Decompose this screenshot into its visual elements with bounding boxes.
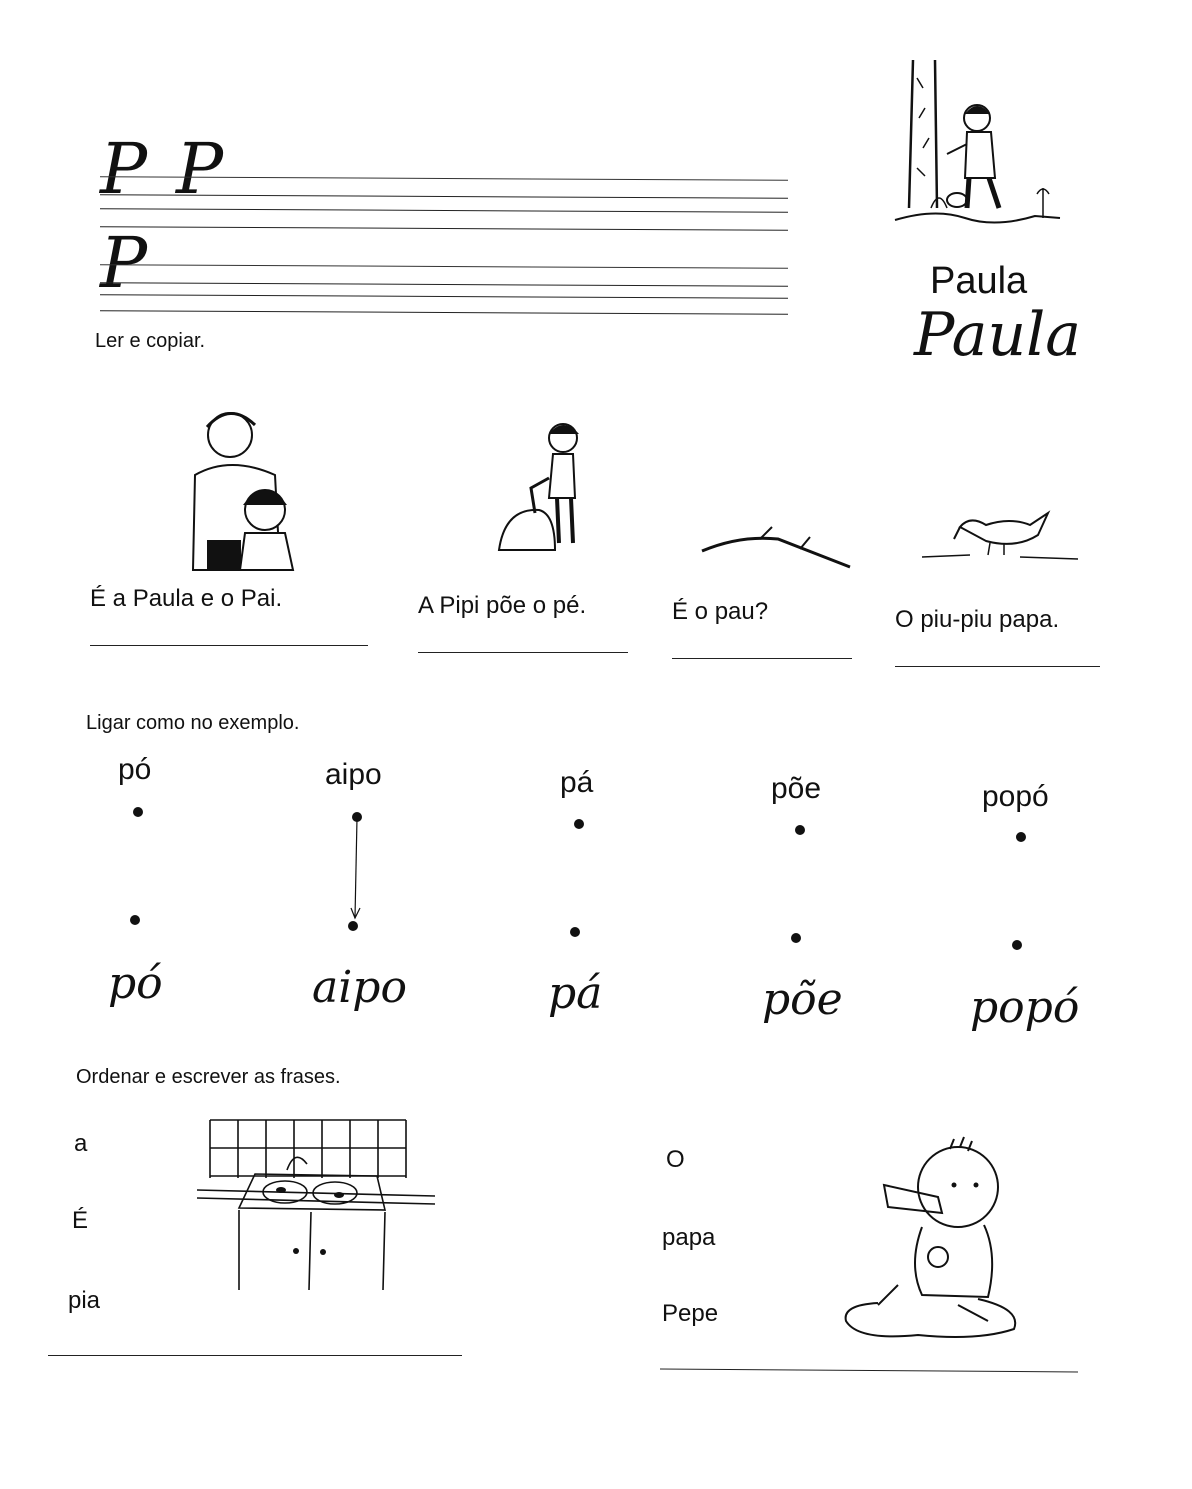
- scrambled-word-right-3: Pepe: [662, 1300, 719, 1327]
- girl-on-rock-illustration: [495, 418, 595, 553]
- match-word-print: popó: [982, 780, 1049, 813]
- baby-drinking-bottle-illustration: [838, 1135, 1023, 1350]
- match-word-cursive: popó: [970, 982, 1080, 1033]
- answer-line: [660, 1369, 1078, 1373]
- writing-line: [100, 264, 788, 269]
- cursive-letter-2: P: [176, 128, 224, 210]
- bird-pecking-illustration: [920, 505, 1080, 570]
- match-word-cursive: pá: [548, 968, 603, 1019]
- match-dot-top[interactable]: [133, 807, 143, 817]
- match-dot-bottom[interactable]: [1012, 940, 1022, 950]
- scrambled-word-left-2: É: [72, 1207, 89, 1234]
- scrambled-word-right-2: papa: [662, 1224, 716, 1251]
- writing-line: [100, 226, 788, 231]
- match-word-cursive: pó: [108, 958, 163, 1009]
- kitchen-sink-illustration: [195, 1118, 440, 1293]
- reading-sentence-4: O piu-piu papa.: [895, 606, 1060, 633]
- answer-line: [895, 666, 1100, 667]
- match-dot-top[interactable]: [574, 819, 584, 829]
- match-word-print: aipo: [325, 758, 382, 791]
- match-word-print: pá: [560, 766, 594, 799]
- father-and-daughter-illustration: [185, 405, 310, 570]
- reading-sentence-2: A Pipi põe o pé.: [418, 592, 587, 619]
- reading-sentence-1: É a Paula e o Pai.: [90, 585, 283, 612]
- instruction-ordering: Ordenar e escrever as frases.: [76, 1066, 341, 1088]
- match-word-print: põe: [771, 772, 822, 805]
- name-print: Paula: [930, 260, 1028, 302]
- girl-watering-tree-illustration: [895, 58, 1065, 228]
- instruction-matching: Ligar como no exemplo.: [86, 712, 300, 734]
- match-dot-bottom[interactable]: [348, 921, 358, 931]
- match-dot-top[interactable]: [1016, 832, 1026, 842]
- cursive-letter-3: P: [100, 222, 148, 304]
- answer-line: [418, 652, 628, 653]
- cursive-letter-1: P: [100, 128, 148, 210]
- match-word-cursive: põe: [762, 974, 843, 1025]
- match-dot-bottom[interactable]: [791, 933, 801, 943]
- reading-sentence-3: É o pau?: [672, 598, 769, 625]
- name-cursive: Paula: [914, 300, 1082, 370]
- match-dot-bottom[interactable]: [570, 927, 580, 937]
- answer-line: [90, 645, 368, 646]
- example-connecting-arrow: [350, 818, 364, 922]
- stick-illustration: [700, 525, 855, 575]
- match-dot-top[interactable]: [795, 825, 805, 835]
- match-word-print: pó: [118, 753, 152, 786]
- scrambled-word-right-1: O: [666, 1146, 685, 1173]
- answer-line: [672, 658, 852, 659]
- match-dot-bottom[interactable]: [130, 915, 140, 925]
- scrambled-word-left-3: pia: [68, 1287, 101, 1314]
- match-word-cursive: aipo: [312, 962, 407, 1013]
- writing-line: [100, 310, 788, 315]
- writing-line: [100, 282, 788, 287]
- writing-line: [100, 208, 788, 213]
- writing-line: [100, 294, 788, 299]
- answer-line: [48, 1355, 462, 1356]
- instruction-read-copy: Ler e copiar.: [95, 330, 206, 352]
- scrambled-word-left-1: a: [74, 1130, 88, 1157]
